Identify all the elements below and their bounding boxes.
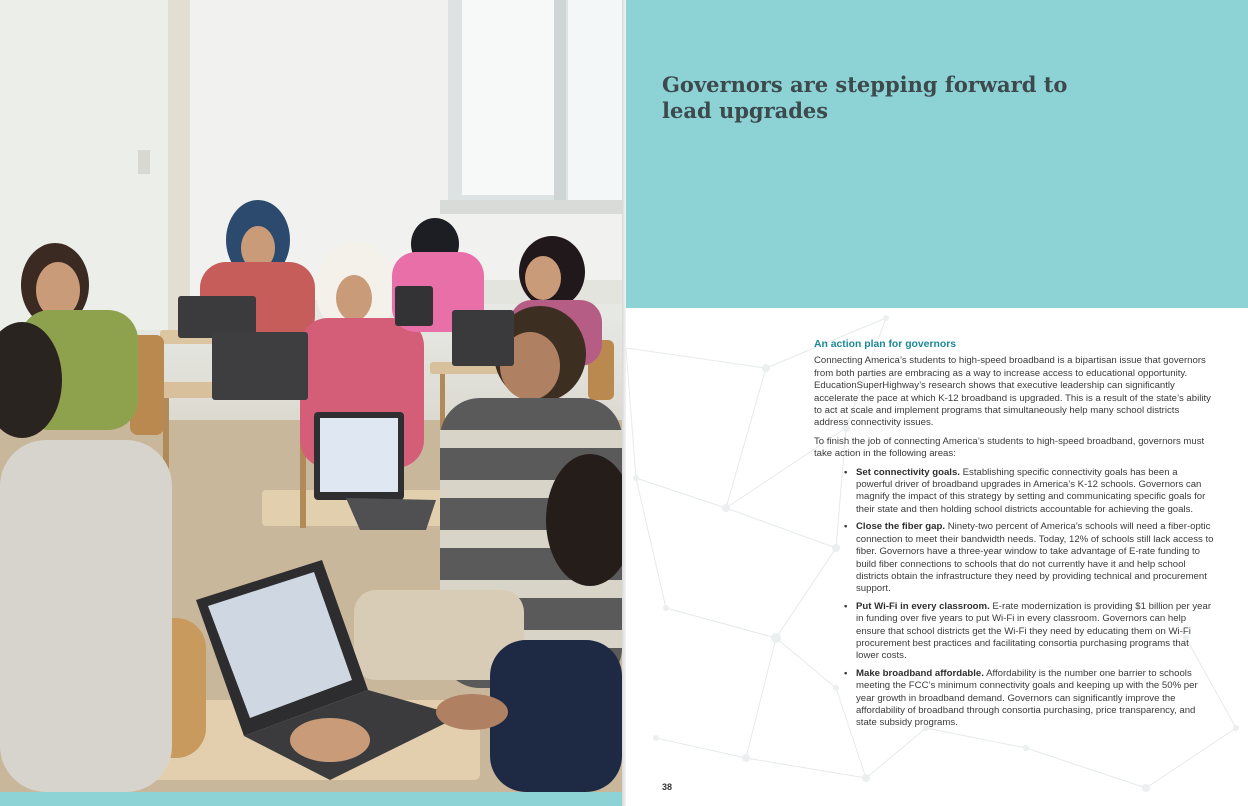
bullet-icon: • xyxy=(844,600,848,612)
photo-accent-strip xyxy=(0,792,622,806)
article xyxy=(814,339,1214,735)
list-item-lead: Make broadband affordable. xyxy=(856,667,984,679)
classroom-photo xyxy=(0,0,622,792)
list-item xyxy=(844,668,1214,730)
list-item-lead: Close the fiber gap. xyxy=(856,521,946,533)
list-item-lead: Set connectivity goals. xyxy=(856,466,960,478)
list-item-lead: Put Wi-Fi in every classroom. xyxy=(856,600,990,612)
list-item-text: Establishing specific connectivity goals has been a powerful driver of broadband upgrades in America’s K-12 schools. Governors can magnify the impact of this strategy by setting and communicating specific goals for their state and then holding school districts accountable for achieving the goals. xyxy=(856,466,1206,515)
list-item-text: E-rate modernization is providing $1 billion per year in funding over five years to put Wi-Fi in every classroom. Governors can help ensure that school districts get the Wi-Fi they need by educating them on Wi-Fi procurement best practices and facilitating consortia purchasing programs that lower costs. xyxy=(856,600,1212,662)
page-heading: Governors are stepping forward to lead upgrades xyxy=(662,72,1068,123)
heading-banner xyxy=(626,0,1248,308)
bullet-icon: • xyxy=(844,521,848,533)
right-page xyxy=(626,0,1248,806)
list-item xyxy=(844,601,1214,663)
lead-in-paragraph: To finish the job of connecting America’s students to high-speed broadband, governors must take action in the following areas: xyxy=(814,435,1205,460)
article-title: An action plan for governors xyxy=(814,339,957,350)
list-item xyxy=(844,467,1214,517)
classroom-photo-icon xyxy=(0,0,622,792)
intro-paragraph: Connecting America’s students to high-speed broadband is a bipartisan issue that governors from both parties are embracing as a way to increase access to educational opportunity. EducationSuperHighway’s research shows that executive leadership can significantly accelerate the pace at which K-12 broadband is upgraded. This is a result of the state’s ability to act at scale and implement programs that simultaneously help many school districts address connectivity issues. xyxy=(814,355,1211,429)
bullet-icon: • xyxy=(844,667,848,679)
bullet-icon: • xyxy=(844,466,848,478)
list-item-text: Affordability is the number one barrier to schools meeting the FCC’s minimum connectivity goals and keeping up with the 50% per year growth in broadband demand. Governors can significantly improve the affordability of broadband through consortia purchasing, price transparency, and state subsidy programs. xyxy=(856,667,1198,729)
list-item xyxy=(844,521,1214,595)
page-number: 38 xyxy=(662,782,673,792)
action-list xyxy=(844,467,1214,730)
list-item-text: Ninety-two percent of America’s schools will need a fiber-optic connection to meet their bandwidth needs. Today, 12% of schools still lack access to fiber. Governors have a three-year window to take advantage of E-rate funding to build fiber connections to schools that do not currently have it and help school districts obtain the infrastructure they need by providing technical and procurement support. xyxy=(856,521,1214,595)
